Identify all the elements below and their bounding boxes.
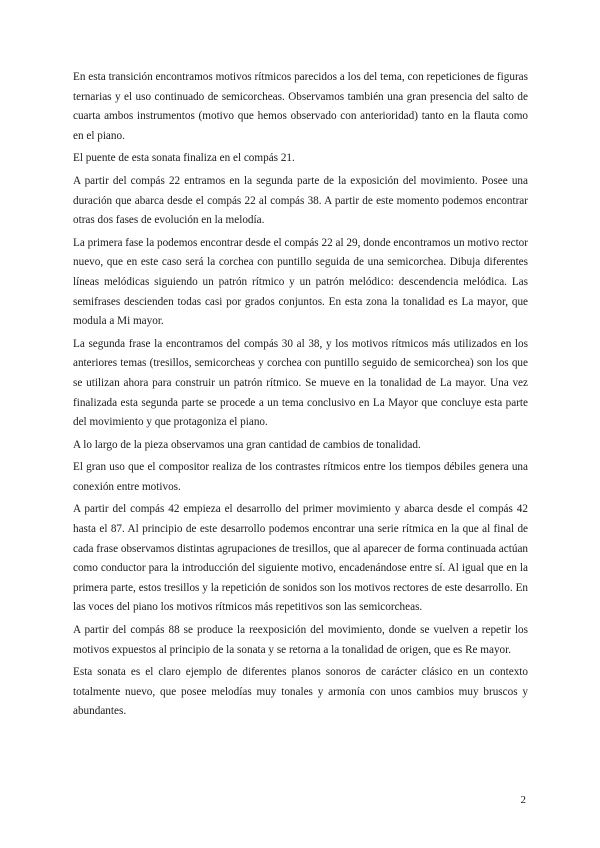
paragraph-conclusion: Esta sonata es el claro ejemplo de diferentes planos sonoros de carácter clásico en un contexto totalmente nuevo, que posee melodías muy tonales y armonía con unos cambios muy bruscos y abundantes. [73,666,528,718]
paragraph-first-phase: La primera fase la podemos encontrar desde el compás 22 al 29, donde encontramos un motivo rector nuevo, que en este caso será la corchea con puntillo seguida de una semicorchea. Dibuja diferentes líneas melódicas siguiendo un patrón rítmico y un patrón melódico: descendencia melódica. Las semifrases descienden todas casi por grados conjuntos. En esta zona la tonalidad es La mayor, que modula a Mi mayor. [73,236,528,328]
paragraph-bridge-end: El puente de esta sonata finaliza en el compás 21. [73,152,295,165]
paragraph-transition: En esta transición encontramos motivos rítmicos parecidos a los del tema, con repeticiones de figuras ternarias y el uso continuado de semicorcheas. Observamos también una gran presencia del salto de cuarta ambos instrumentos (motivo que hemos observado con anterioridad) tanto en la flauta como en el piano. [73,71,528,142]
page-number: 2 [520,794,526,806]
paragraph-tonality-changes: A lo largo de la pieza observamos una gran cantidad de cambios de tonalidad. [73,438,421,451]
paragraph-exposition-part-two: A partir del compás 22 entramos en la segunda parte de la exposición del movimiento. Posee una duración que abarca desde el compás 22 al compás 38. A partir de este momento podemos encontrar otras dos fases de evolución en la melodía. [73,174,528,227]
paragraph-second-phrase: La segunda frase la encontramos del compás 30 al 38, y los motivos rítmicos más utilizados en los anteriores temas (tresillos, semicorcheas y corchea con puntillo seguido de semicorchea) son los que se utilizan ahora para construir un patrón rítmico. Se mueve en la tonalidad de La mayor. Una vez finalizada esta segunda parte se procede a un tema conclusivo en La Mayor que concluye esta parte del movimiento y que protagoniza el piano. [73,337,528,429]
body-text [73,68,528,725]
paragraph-development: A partir del compás 42 empieza el desarrollo del primer movimiento y abarca desde el compás 42 hasta el 87. Al principio de este desarrollo podemos encontrar una serie rítmica en la que al final de cada frase observamos distintas agrupaciones de tresillos, que al aparecer de forma continuada actúan como conductor para la introducción del siguiente motivo, encadenándose entre sí. Al igual que en la primera parte, estos tresillos y la repetición de sonidos son los motivos rectores de este desarrollo. En las voces del piano los motivos rítmicos más repetitivos son las semicorcheas. [73,503,528,614]
paragraph-rhythmic-contrasts: El gran uso que el compositor realiza de los contrastes rítmicos entre los tiempos débiles genera una conexión entre motivos. [73,461,528,493]
paragraph-reexposition: A partir del compás 88 se produce la reexposición del movimiento, donde se vuelven a repetir los motivos expuestos al principio de la sonata y se retorna a la tonalidad de origen, que es Re mayor. [73,624,528,656]
